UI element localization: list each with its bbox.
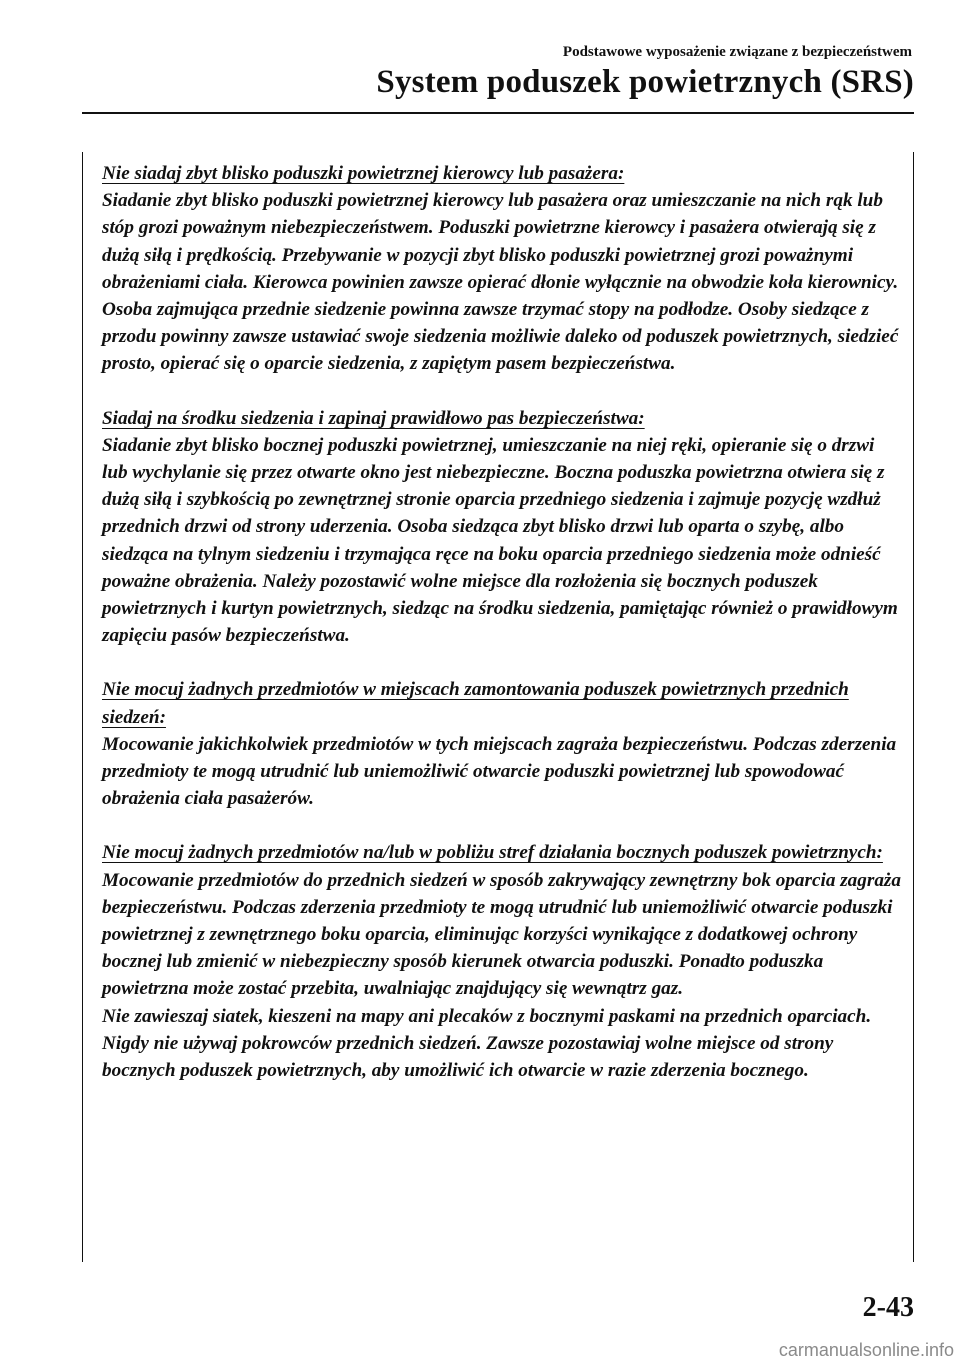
section-body: Mocowanie jakichkolwiek przedmiotów w tych miejscach zagraża bezpieczeństwu. Podczas zderzenia przedmioty te mogą utrudnić lub uniemożliwić otwarcie poduszki powietrznej lub spowodować obrażenia ciała pasażerów. <box>102 733 897 810</box>
section-heading: Nie siadaj zbyt blisko poduszki powietrznej kierowcy lub pasażera: <box>102 163 625 184</box>
warning-section <box>102 160 902 378</box>
page-title: System poduszek powietrznych (SRS) <box>376 64 914 100</box>
section-body: Siadanie zbyt blisko poduszki powietrznej kierowcy lub pasażera oraz umieszczanie na nich rąk lub stóp grozi poważnym niebezpieczeństwem. Poduszki powietrzne kierowcy i pasażera otwierają się z dużą siłą i prędkością. Przebywanie w pozycji zbyt blisko poduszki powietrznej grozi poważnymi obrażeniami ciała. Kierowca powinien zawsze opierać dłonie wyłącznie na obwodzie koła kierownicy. Osoba zajmująca przednie siedzenie powinna zawsze trzymać stopy na podłodze. Osoby siedzące z przodu powinny zawsze ustawiać swoje siedzenia możliwie daleko od poduszek powietrznych, siedzieć prosto, opierać się o oparcie siedzenia, z zapiętym pasem bezpieczeństwa. <box>102 190 899 375</box>
warning-section <box>102 839 902 1084</box>
header-divider <box>82 112 914 114</box>
chapter-subtitle: Podstawowe wyposażenie związane z bezpieczeństwem <box>562 44 912 60</box>
watermark-text: carmanualsonline.info <box>778 1340 954 1360</box>
section-body-continued: Nie zawieszaj siatek, kieszeni na mapy ani plecaków z bocznymi paskami na przednich oparciach. Nigdy nie używaj pokrowców przednich siedzeń. Zawsze pozostawiaj wolne miejsce od strony bocznych poduszek powietrznych, aby umożliwić ich otwarcie w razie zderzenia bocznego. <box>102 1005 872 1082</box>
warning-content <box>102 160 902 1111</box>
warning-box-left-border <box>82 152 83 1262</box>
page-number: 2-43 <box>862 1292 914 1323</box>
section-heading: Siadaj na środku siedzenia i zapinaj prawidłowo pas bezpieczeństwa: <box>102 407 645 429</box>
section-body: Siadanie zbyt blisko bocznej poduszki powietrznej, umieszczanie na niej ręki, opieranie się o drzwi lub wychylanie się przez otwarte okno jest niebezpieczne. Boczna poduszka powietrzna otwiera się z dużą siłą i szybkością po zewnętrznej stronie oparcia przedniego siedzenia i zajmuje pozycję wzdłuż przednich drzwi od strony uderzenia. Osoba siedząca zbyt blisko drzwi lub oparta o szybę, albo siedząca na tylnym siedzeniu i trzymająca ręce na boku oparcia przedniego siedzenia może odnieść poważne obrażenia. Należy pozostawić wolne miejsce dla rozłożenia się bocznych poduszek powietrznych i kurtyn powietrznych, siedząc na środku siedzenia, pamiętając również o prawidłowym zapięciu pasów bezpieczeństwa. <box>102 434 898 647</box>
section-heading: Nie mocuj żadnych przedmiotów w miejscach zamontowania poduszek powietrznych przednich siedzeń: <box>102 679 849 728</box>
warning-box-right-border <box>913 152 914 1262</box>
warning-section <box>102 676 902 812</box>
warning-section <box>102 405 902 650</box>
section-body: Mocowanie przedmiotów do przednich siedzeń w sposób zakrywający zewnętrzny bok oparcia zagraża bezpieczeństwu. Podczas zderzenia przedmioty te mogą utrudnić lub uniemożliwić otwarcie poduszki powietrznej z zewnętrznego boku oparcia, eliminując korzyści wynikające z dodatkowej ochrony bocznej lub zmienić w niebezpieczny sposób kierunek otwarcia poduszki. Ponadto poduszka powietrzna może zostać przebita, uwalniając znajdujący się wewnątrz gaz. <box>102 869 901 1000</box>
section-heading: Nie mocuj żadnych przedmiotów na/lub w pobliżu stref działania bocznych poduszek powietrznych: <box>102 842 883 864</box>
